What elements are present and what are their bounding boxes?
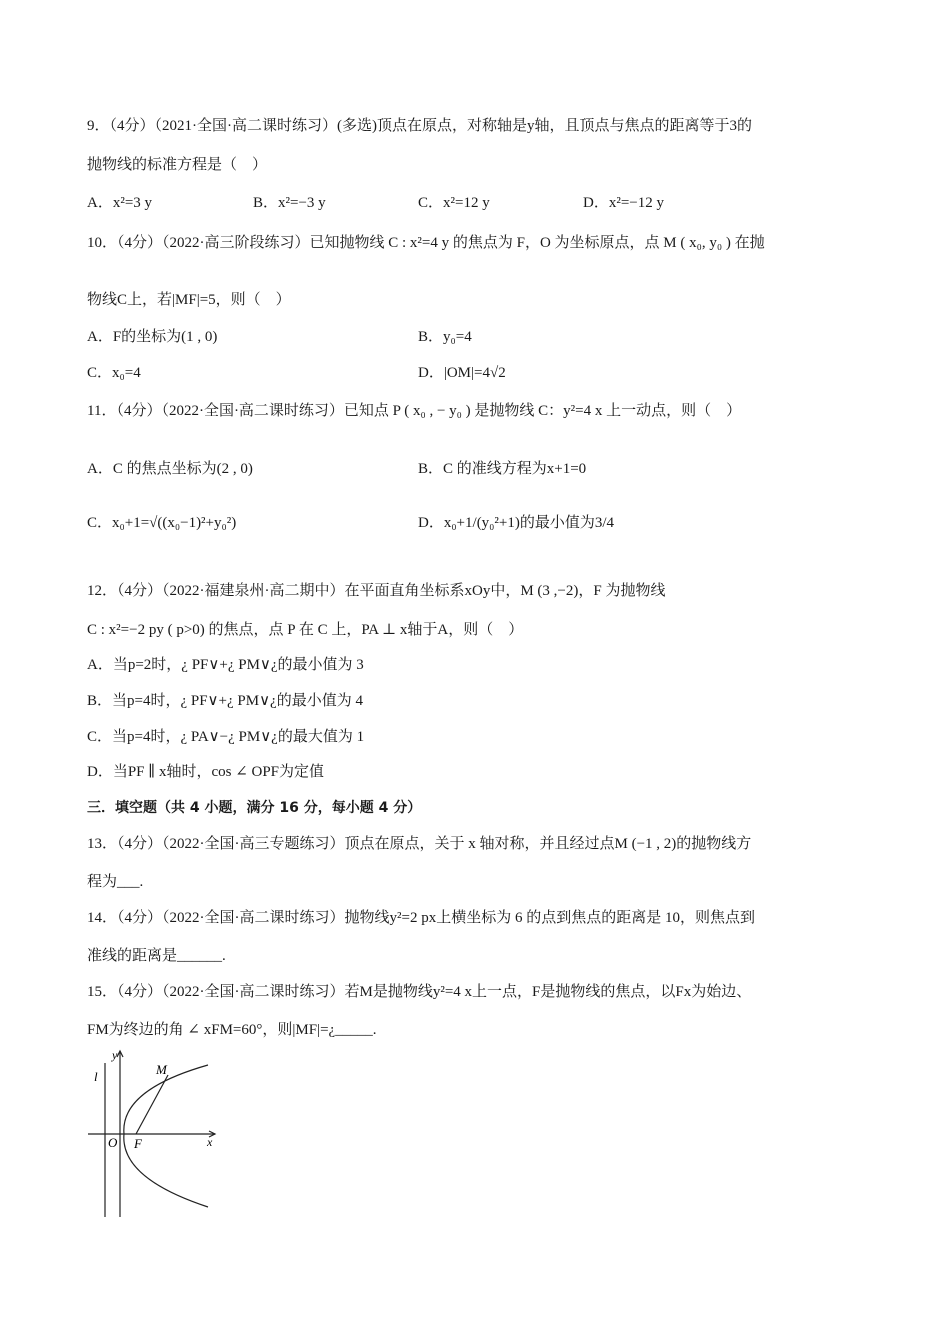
q9-line2: 抛物线的标准方程是（ ） xyxy=(87,157,268,173)
q13-line1: 13．（4分）（2022·全国·高三专题练习）顶点在原点，关于 x 轴对称，并且经过点M (−1 , 2)的抛物线方 xyxy=(87,836,752,852)
label-l: l xyxy=(94,1069,98,1084)
q12-option-b: B．当p=4时，¿ PF∨+¿ PM∨¿的最小值为 4 xyxy=(87,693,363,709)
q12-line1: 12．（4分）（2022·福建泉州·高二期中）在平面直角坐标系xOy中，M (3 ,−2)，F 为抛物线 xyxy=(87,583,666,599)
q12-option-c: C．当p=4时，¿ PA∨−¿ PM∨¿的最大值为 1 xyxy=(87,729,365,745)
parabola-figure xyxy=(80,1045,230,1225)
q12-option-d: D．当PF ∥ x轴时，cos ∠ OPF为定值 xyxy=(87,764,325,780)
label-o: O xyxy=(108,1135,118,1150)
q15-line2: FM为终边的角 ∠ xFM=60°，则|MF|=¿_____. xyxy=(87,1022,377,1038)
q11-line1: 11．（4分）（2022·全国·高二课时练习）已知点 P ( x₀ , − y₀ ) 是抛物线 C：y²=4 x 上一动点，则（ ） xyxy=(87,403,742,419)
q14-line2: 准线的距离是______. xyxy=(87,948,226,964)
segment-fm xyxy=(136,1075,168,1134)
q11-option-d: D．x₀+1/(y₀²+1)的最小值为3/4 xyxy=(418,515,615,531)
q10-line2: 物线C上，若|MF|=5，则（ ） xyxy=(87,292,291,308)
section-heading: 三．填空题（共 4 小题，满分 16 分，每小题 4 分） xyxy=(87,800,422,816)
q14-line1: 14．（4分）（2022·全国·高二课时练习）抛物线y²=2 px上横坐标为 6 的点到焦点的距离是 10，则焦点到 xyxy=(87,910,755,926)
q10-option-b: B．y₀=4 xyxy=(418,329,472,345)
q12-line2: C : x²=−2 py ( p>0) 的焦点，点 P 在 C 上，PA ⊥ x轴于A，则（ ） xyxy=(87,622,524,638)
q10-option-d: D．|OM|=4√2 xyxy=(418,365,506,381)
q9-line1: 9．（4分）（2021·全国·高二课时练习）(多选)顶点在原点，对称轴是y轴，且顶点与焦点的距离等于3的 xyxy=(87,118,752,134)
q9-option-d: D．x²=−12 y xyxy=(583,195,664,211)
q11-option-b: B．C 的准线方程为x+1=0 xyxy=(418,461,587,477)
label-x: x xyxy=(207,1135,213,1149)
q9-option-c: C．x²=12 y xyxy=(418,195,490,211)
q9-option-b: B．x²=−3 y xyxy=(253,195,326,211)
label-y: y xyxy=(112,1048,118,1062)
q15-line1: 15．（4分）（2022·全国·高二课时练习）若M是抛物线y²=4 x上一点，F是抛物线的焦点，以Fx为始边、 xyxy=(87,984,752,1000)
q10-option-a: A．F的坐标为(1 , 0) xyxy=(87,329,218,345)
label-f: F xyxy=(134,1136,142,1151)
q10-option-c: C．x₀=4 xyxy=(87,365,141,381)
q9-option-a: A．x²=3 y xyxy=(87,195,153,211)
q13-line2: 程为___. xyxy=(87,874,144,890)
q11-option-c: C．x₀+1=√((x₀−1)²+y₀²) xyxy=(87,515,237,531)
q10-line1: 10．（4分）（2022·高三阶段练习）已知抛物线 C : x²=4 y 的焦点为 F，O 为坐标原点，点 M ( x₀, y₀ ) 在抛 xyxy=(87,235,765,251)
q12-option-a: A．当p=2时，¿ PF∨+¿ PM∨¿的最小值为 3 xyxy=(87,657,364,673)
q11-option-a: A．C 的焦点坐标为(2 , 0) xyxy=(87,461,253,477)
label-m: M xyxy=(156,1062,167,1077)
